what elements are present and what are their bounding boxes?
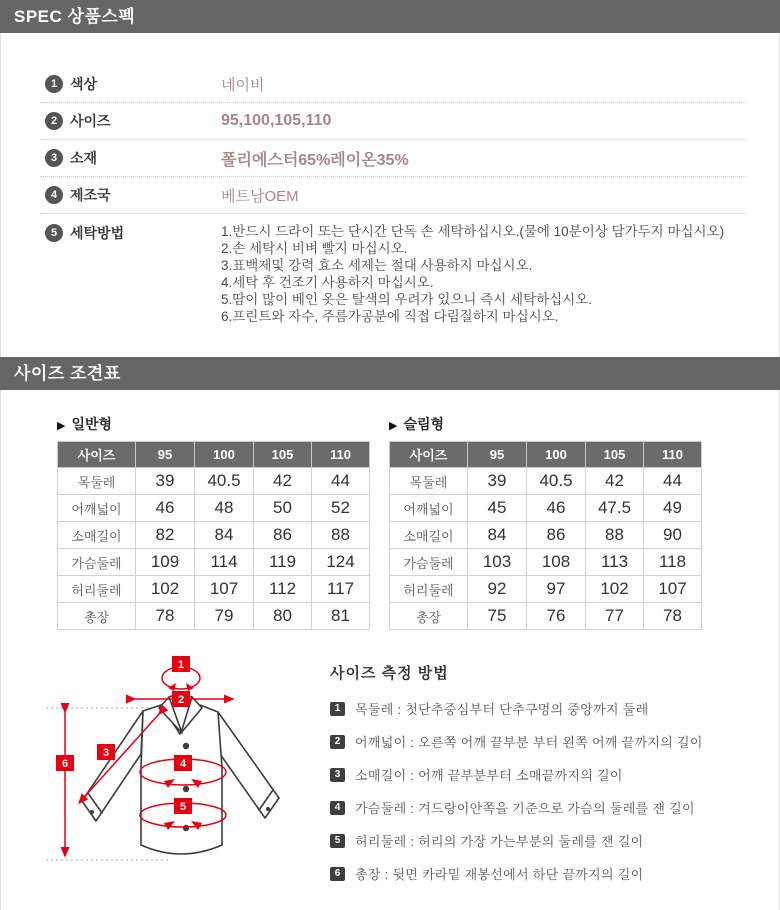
table-row: [58, 522, 370, 549]
measure-item: [330, 798, 778, 817]
number-label: 6: [61, 758, 69, 770]
size-value: 76: [527, 603, 586, 630]
column-header: 95: [468, 442, 527, 468]
spec-label: 소재: [70, 150, 98, 166]
wash-instruction-line: 3.표백제및 강력 효소 세제는 절대 사용하지 마십시오.: [221, 258, 533, 273]
column-header: 사이즈: [58, 442, 136, 468]
spec-row: [40, 177, 746, 214]
spec-row: [40, 66, 746, 103]
measure-number-badge: 4: [330, 801, 345, 815]
column-header: 사이즈: [390, 442, 468, 468]
size-value: 44: [312, 468, 370, 495]
table-header-row: [58, 442, 370, 468]
size-value: 42: [254, 468, 312, 495]
size-value: 52: [312, 495, 370, 522]
row-label: 허리둘레: [58, 576, 136, 603]
wash-instruction-line: 1.반드시 드라이 또는 단시간 단독 손 세탁하십시오.(물에 10분이상 담가두지 마십시오): [221, 224, 725, 239]
measure-text: 가슴둘레 : 겨드랑이안쪽을 기준으로 가슴의 둘레를 잰 길이: [355, 801, 695, 816]
size-value: 81: [312, 603, 370, 630]
table-row: [58, 468, 370, 495]
row-label: 소매길이: [390, 522, 468, 549]
table-body: [58, 468, 370, 630]
spec-number-badge: 2: [45, 112, 63, 130]
size-value: 39: [136, 468, 195, 495]
row-label: 어깨넓이: [58, 495, 136, 522]
measure-number-badge: 6: [330, 867, 345, 881]
measure-number-badge: 3: [330, 768, 345, 782]
size-value: 86: [254, 522, 312, 549]
measure-text: 소매길이 : 어깨 끝부분부터 소매끝까지의 길이: [355, 768, 623, 783]
size-value: 77: [586, 603, 644, 630]
spec-row: [40, 214, 746, 325]
diagram-number-3: [97, 744, 115, 760]
row-label: 어깨넓이: [390, 495, 468, 522]
size-value: 75: [468, 603, 527, 630]
column-header: 105: [254, 442, 312, 468]
spec-number-badge: 4: [45, 186, 63, 204]
row-label: 가슴둘레: [390, 549, 468, 576]
size-value: 39: [468, 468, 527, 495]
shirt-outline: [82, 695, 279, 855]
diagram-number-6: [56, 755, 74, 771]
measure-item: [330, 831, 778, 850]
size-value: 103: [468, 549, 527, 576]
spec-value: 베트남OEM: [221, 187, 299, 205]
column-header: 95: [136, 442, 195, 468]
table-row: [58, 576, 370, 603]
diagram-number-2: [172, 691, 190, 707]
measure-item: [330, 699, 778, 718]
size-value: 78: [644, 603, 702, 630]
size-value: 46: [136, 495, 195, 522]
size-value: 113: [586, 549, 644, 576]
spec-rows: [40, 66, 746, 325]
table-name-label: 일반형: [71, 416, 113, 432]
row-label: 소매길이: [58, 522, 136, 549]
measure-text: 허리둘레 : 허리의 가장 가는부분의 둘레를 잰 길이: [355, 834, 644, 849]
size-chart-section-header: [0, 357, 780, 390]
spec-number-badge: 5: [45, 224, 63, 242]
right-sleeve: [218, 712, 279, 818]
size-value: 40.5: [195, 468, 254, 495]
size-value: 50: [254, 495, 312, 522]
size-value: 119: [254, 549, 312, 576]
wash-instruction-line: 2.손 세탁시 비벼 빨지 마십시오.: [221, 241, 408, 256]
size-value: 92: [468, 576, 527, 603]
number-label: 3: [102, 747, 110, 759]
table-row: [390, 603, 702, 630]
measure-number-badge: 5: [330, 834, 345, 848]
spec-value: [221, 223, 724, 325]
row-label: 총장: [390, 603, 468, 630]
table-name-label: 슬림형: [403, 416, 445, 432]
spec-number-badge: 1: [45, 75, 63, 93]
measurement-guide: [330, 662, 778, 897]
spec-label: 사이즈: [70, 113, 111, 129]
size-chart-section-title: 사이즈 조견표: [14, 364, 121, 383]
column-header: 100: [527, 442, 586, 468]
spec-label: 색상: [70, 76, 98, 92]
shirt-body: [141, 705, 222, 854]
table-row: [390, 522, 702, 549]
size-value: 47.5: [586, 495, 644, 522]
size-value: 46: [527, 495, 586, 522]
size-value: 107: [195, 576, 254, 603]
row-label: 허리둘레: [390, 576, 468, 603]
size-value: 108: [527, 549, 586, 576]
size-value: 88: [586, 522, 644, 549]
number-label: 2: [177, 694, 185, 706]
spec-row: [40, 140, 746, 177]
spec-label: 제조국: [70, 187, 111, 203]
measure-text: 목둘레 : 첫단추중심부터 단추구멍의 중앙까지 둘레: [355, 702, 649, 717]
column-header: 100: [195, 442, 254, 468]
size-value: 78: [136, 603, 195, 630]
measure-text: 어깨넓이 : 오른쪽 어깨 끝부분 부터 왼쪽 어깨 끝까지의 길이: [355, 735, 703, 750]
spec-value: 네이비: [221, 76, 265, 94]
measure-number-badge: 2: [330, 735, 345, 749]
table-row: [58, 549, 370, 576]
triangle-marker-icon: ▶: [57, 420, 66, 432]
row-label: 가슴둘레: [58, 549, 136, 576]
table-body: [390, 468, 702, 630]
cuff-button: [90, 810, 94, 814]
table-row: [390, 549, 702, 576]
table-row: [390, 576, 702, 603]
diagram-number-4: [174, 755, 192, 771]
size-value: 42: [586, 468, 644, 495]
size-value: 40.5: [527, 468, 586, 495]
size-value: 107: [644, 576, 702, 603]
size-value: 84: [195, 522, 254, 549]
spec-label: 세탁방법: [70, 225, 125, 241]
size-value: 48: [195, 495, 254, 522]
size-value: 44: [644, 468, 702, 495]
wash-instruction-line: 5.땀이 많이 베인 옷은 탈색의 우려가 있으니 즉시 세탁하십시오.: [221, 292, 593, 307]
size-value: 102: [586, 576, 644, 603]
triangle-marker-icon: ▶: [389, 420, 398, 432]
table-row: [390, 468, 702, 495]
size-table: [57, 441, 370, 630]
wash-instruction-line: 4.세탁 후 건조기 사용하지 마십시오.: [221, 275, 434, 290]
measurement-guide-title: 사이즈 측정 방법: [330, 665, 449, 682]
size-value: 45: [468, 495, 527, 522]
diagram-number-5: [174, 798, 192, 814]
size-table: [389, 441, 702, 630]
size-value: 90: [644, 522, 702, 549]
size-value: 109: [136, 549, 195, 576]
column-header: 110: [644, 442, 702, 468]
measure-item: [330, 732, 778, 751]
shirt-measurement-diagram: [40, 648, 332, 876]
measure-item: [330, 864, 778, 883]
size-value: 79: [195, 603, 254, 630]
spec-section-header: [0, 0, 780, 33]
row-label: 목둘레: [390, 468, 468, 495]
diagram-number-1: [172, 656, 190, 672]
size-value: 49: [644, 495, 702, 522]
measure-item: [330, 765, 778, 784]
button: [183, 825, 189, 831]
number-label: 4: [179, 758, 187, 770]
column-header: 105: [586, 442, 644, 468]
spec-section-title: SPEC 상품스펙: [14, 7, 136, 26]
size-value: 86: [527, 522, 586, 549]
table-row: [58, 603, 370, 630]
button: [183, 786, 189, 792]
size-value: 97: [527, 576, 586, 603]
button: [183, 743, 189, 749]
size-value: 118: [644, 549, 702, 576]
spec-row: [40, 103, 746, 140]
number-label: 1: [177, 659, 185, 671]
row-label: 목둘레: [58, 468, 136, 495]
measure-text: 총장 : 뒷면 카라밑 재봉선에서 하단 끝까지의 길이: [355, 867, 644, 882]
row-label: 총장: [58, 603, 136, 630]
size-value: 117: [312, 576, 370, 603]
measure-number-badge: 1: [330, 702, 345, 716]
table-row: [58, 495, 370, 522]
size-value: 102: [136, 576, 195, 603]
size-value: 112: [254, 576, 312, 603]
table-row: [390, 495, 702, 522]
slim-fit-table-title: [389, 414, 444, 434]
table-header: [58, 442, 370, 468]
cuff-button: [266, 807, 270, 811]
wash-instruction-line: 6.프린트와 자수, 주름가공분에 직접 다림질하지 마십시오.: [221, 309, 559, 324]
spec-number-badge: 3: [45, 149, 63, 167]
size-value: 80: [254, 603, 312, 630]
table-header: [390, 442, 702, 468]
measurement-guide-list: [330, 699, 778, 883]
size-value: 124: [312, 549, 370, 576]
size-value: 114: [195, 549, 254, 576]
size-value: 82: [136, 522, 195, 549]
regular-fit-table-title: [57, 414, 112, 434]
number-label: 5: [179, 801, 187, 813]
size-value: 84: [468, 522, 527, 549]
spec-value: 95,100,105,110: [221, 112, 332, 129]
spec-value: 폴리에스터65%레이온35%: [221, 151, 409, 169]
size-value: 88: [312, 522, 370, 549]
table-header-row: [390, 442, 702, 468]
column-header: 110: [312, 442, 370, 468]
